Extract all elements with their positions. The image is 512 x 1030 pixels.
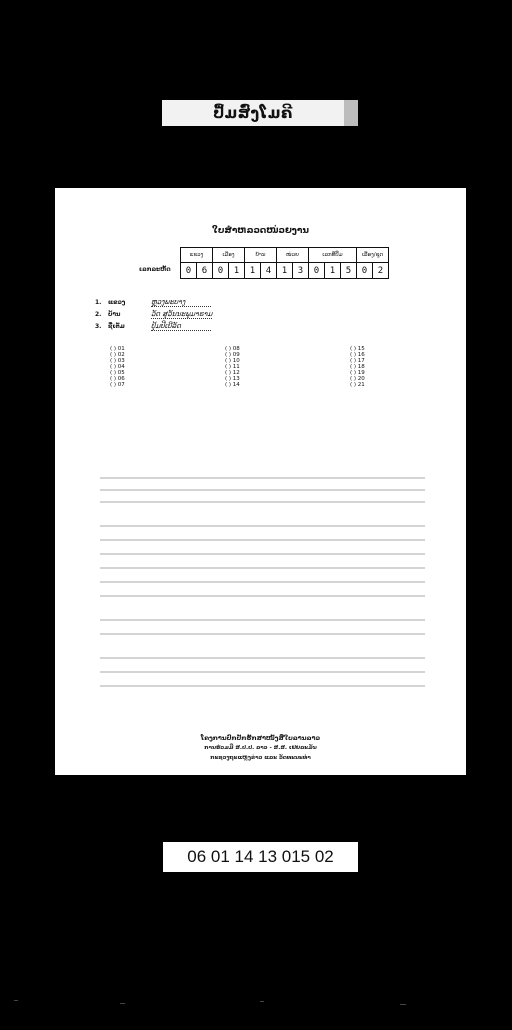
field-num: 1. bbox=[95, 299, 102, 306]
code-digit: 0 bbox=[309, 263, 325, 279]
code-header: ເລກທີ່ປຶ້ມ bbox=[309, 248, 357, 263]
film-speck bbox=[400, 1004, 406, 1005]
code-label: ເລກລະຫັດ bbox=[139, 266, 171, 273]
code-digit: 1 bbox=[229, 263, 245, 279]
code-header: ແຂວງ bbox=[181, 248, 213, 263]
film-speck bbox=[260, 1001, 264, 1002]
bottom-code-label: 06 01 14 13 015 02 bbox=[163, 842, 358, 872]
code-digit: 2 bbox=[373, 263, 389, 279]
footer-line: ການຮ່ວມມື ສ.ປ.ປ. ລາວ - ສ.ສ. ເຢຍລະມັນ bbox=[204, 745, 317, 751]
survey-form bbox=[55, 188, 466, 775]
code-digit: 1 bbox=[277, 263, 293, 279]
code-header: ເມືອງ bbox=[213, 248, 245, 263]
code-digit: 4 bbox=[261, 263, 277, 279]
field-label: ຊື່ເຕັມ bbox=[108, 323, 125, 330]
code-digit: 0 bbox=[357, 263, 373, 279]
option-list: ( ) 08 ( ) 09 ( ) 10 ( ) 11 ( ) 12 ( ) 13 ( ) 14 bbox=[225, 346, 240, 388]
top-label: ປຶ້ມສົ່ງໂມຄີ bbox=[162, 100, 344, 126]
field-value: ວັດ ສຸວັນນະພູມາຣາມ bbox=[151, 310, 213, 318]
code-digit: 0 bbox=[213, 263, 229, 279]
code-digit: 5 bbox=[341, 263, 357, 279]
code-header: ບ້ານ bbox=[245, 248, 277, 263]
form-title: ໃບສຳຫລວດໜ່ວຍງານ bbox=[211, 226, 309, 236]
option-list: ( ) 01 ( ) 02 ( ) 03 ( ) 04 ( ) 05 ( ) 06 ( ) 07 bbox=[110, 346, 125, 388]
code-digit: 0 bbox=[181, 263, 197, 279]
code-digit: 1 bbox=[245, 263, 261, 279]
code-header: ເລື່ອງ/ຊຸດ bbox=[357, 248, 389, 263]
field-value: ຫຼວງພະບາງ bbox=[151, 298, 211, 307]
code-header: ໜ່ວຍ bbox=[277, 248, 309, 263]
film-speck bbox=[14, 1000, 18, 1001]
field-label: ບ້ານ bbox=[108, 311, 121, 318]
field-value: ປຸ້ມປີເບີລັດ bbox=[151, 322, 211, 331]
code-digit: 6 bbox=[197, 263, 213, 279]
footer-line: ໂຄງການປົກປັກຮັກສາໜັງສືໃບລານລາວ bbox=[200, 734, 321, 742]
field-num: 2. bbox=[95, 311, 102, 318]
field-label: ແຂວງ bbox=[108, 299, 126, 306]
form-rules bbox=[55, 188, 466, 775]
code-digit: 3 bbox=[293, 263, 309, 279]
code-digit: 1 bbox=[325, 263, 341, 279]
film-speck bbox=[120, 1003, 125, 1004]
field-num: 3. bbox=[95, 323, 102, 330]
option-list: ( ) 15 ( ) 16 ( ) 17 ( ) 18 ( ) 19 ( ) 20 ( ) 21 bbox=[350, 346, 365, 388]
footer-line: ກະຊວງຖະແຫຼງຂ່າວ ແລະ ວັດທະນະທຳ bbox=[210, 755, 311, 761]
label-tab bbox=[344, 100, 358, 126]
